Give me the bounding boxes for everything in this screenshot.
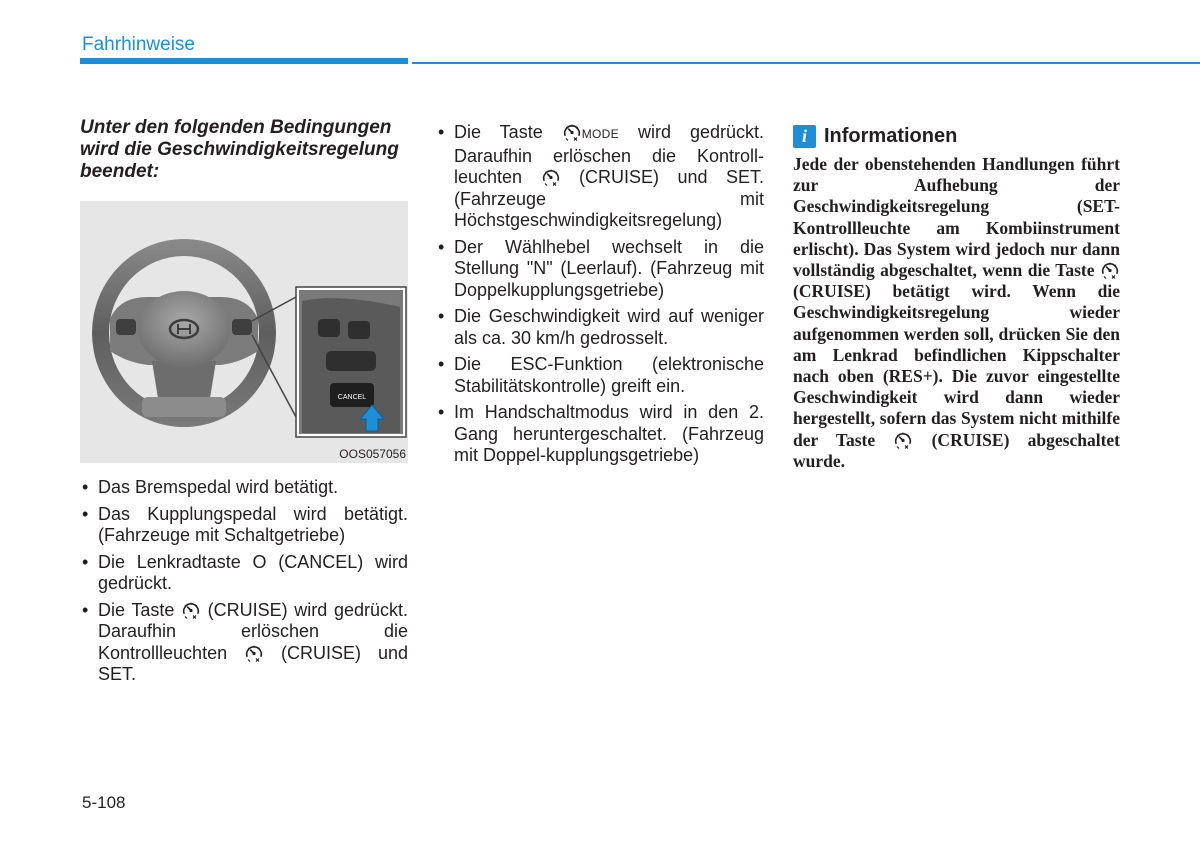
cancel-button-label: CANCEL <box>337 394 367 401</box>
list-item: • Das Kupplungspedal wird betätigt. (Fahrzeuge mit Schaltgetriebe) <box>80 504 408 547</box>
list-item: • Die Geschwindigkeit wird auf weniger als ca. 30 km/h gedrosselt. <box>436 306 764 349</box>
list-item: • Das Bremspedal wird betätigt. <box>80 477 408 499</box>
information-box <box>793 122 1120 472</box>
left-bullet-list <box>80 477 408 686</box>
cruise-icon <box>562 122 582 142</box>
middle-bullet-list <box>436 122 764 467</box>
cruise-icon <box>893 430 913 450</box>
cruise-icon <box>244 643 264 663</box>
info-icon: i <box>793 125 816 148</box>
middle-column <box>436 122 764 472</box>
page-number: 5-108 <box>82 793 126 812</box>
header-rule-thick <box>80 58 408 64</box>
list-item: • Die Lenkradtaste O (CANCEL) wird gedrückt. <box>80 552 408 595</box>
list-item: • Im Handschaltmodus wird in den 2. Gang heruntergeschaltet. (Fahrzeug mit Doppel-kupplungsgetriebe) <box>436 402 764 467</box>
list-item: • Die Taste (CRUISE) wird gedrückt. Daraufhin erlöschen die Kontrollleuchten (CRUISE) und SET. <box>80 600 408 686</box>
cruise-icon <box>1100 260 1120 280</box>
cruise-icon <box>181 600 201 620</box>
info-header <box>793 122 1120 150</box>
section-title: Fahrhinweise <box>82 34 195 55</box>
list-item: • Der Wählhebel wechselt in die Stellung "N" (Leerlauf). (Fahrzeug mit Doppelkupplungsgetriebe) <box>436 237 764 302</box>
left-column <box>80 117 408 691</box>
info-title: Informationen <box>824 124 958 147</box>
mode-label: MODE <box>581 127 619 141</box>
list-item: • Die Taste MODE wird gedrückt. Daraufhin erlöschen die Kontroll-leuchten (CRUISE) und SET. (Fahrzeuge mit Höchstgeschwindigkeitsregelung) <box>436 122 764 232</box>
list-item: • Die ESC-Funktion (elektronische Stabilitätskontrolle) greift ein. <box>436 354 764 397</box>
steering-wheel-figure <box>80 201 408 463</box>
subheading: Unter den folgenden Bedingungen wird die Geschwindigkeitsregelung beendet: <box>80 117 399 182</box>
info-text: Jede der obenstehenden Handlungen führt zur Aufhebung der Geschwindigkeitsregelung (SET-Kontrollleuchte am Kombiinstrument erlischt). Das System wird jedoch nur dann vollständig abgeschaltet, wenn die Taste (CRUISE) betätigt wird. Wenn die Geschwindigkeitsregelung wieder aufgenommen werden soll, drücken Sie den am Lenkrad befindlichen Kippschalter nach oben (RES+). Die zuvor eingestellte Geschwindigkeit wird dann wieder hergestellt, sofern das System nicht mithilfe der Taste (CRUISE) abgeschaltet wurde. <box>793 154 1120 471</box>
header-rule-thin <box>412 62 1200 64</box>
steering-wheel-illustration <box>80 201 408 463</box>
cruise-icon <box>541 167 561 187</box>
figure-caption: OOS057056 <box>339 447 406 461</box>
